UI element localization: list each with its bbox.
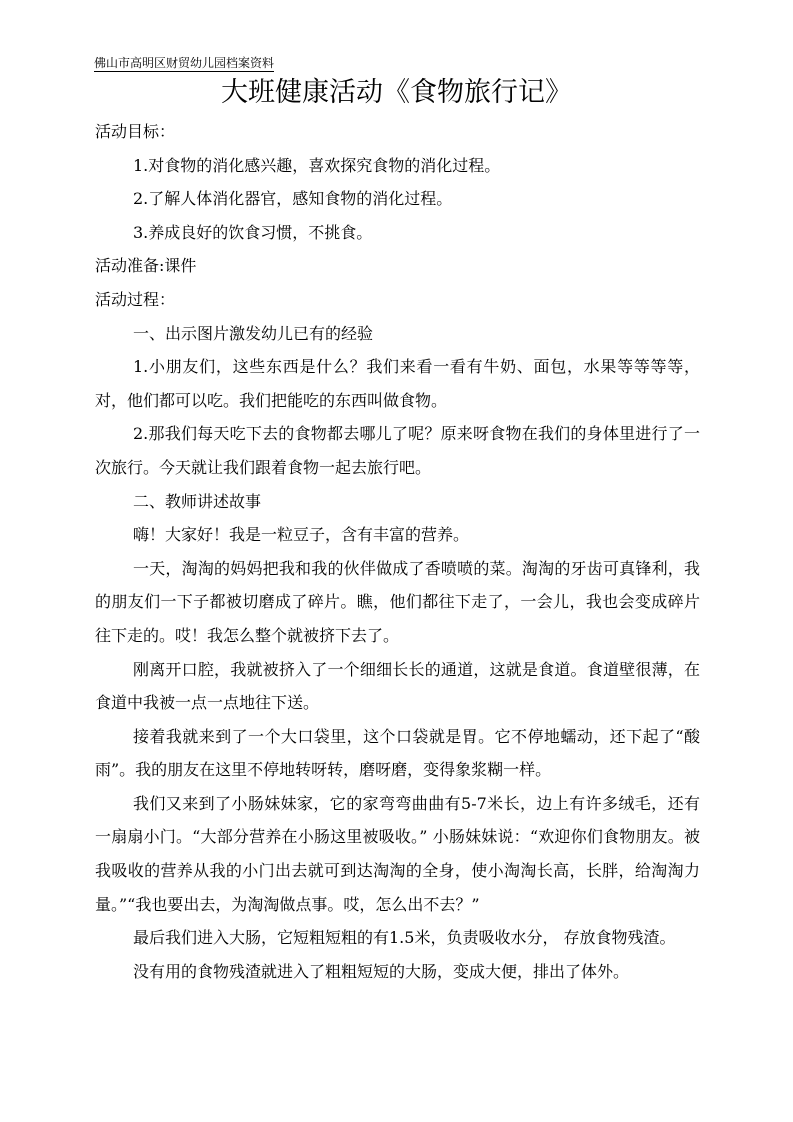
story-paragraph: 一天，淘淘的妈妈把我和我的伙伴做成了香喷喷的菜。淘淘的牙齿可真锋利，我的朋友们一下子都被切磨成了碎片。瞧，他们都往下走了，一会儿，我也会变成碎片往下走的。哎！我怎么整个就被挤下去了。 xyxy=(95,558,700,645)
story-paragraph: 没有用的食物残渣就进入了粗粗短短的大肠，变成大便，排出了体外。 xyxy=(133,961,630,981)
document-title: 大班健康活动《食物旅行记》 xyxy=(221,77,572,108)
process-heading: 活动过程： xyxy=(95,289,176,309)
part1-item: 2.那我们每天吃下去的食物都去哪儿了呢？原来呀食物在我们的身体里进行了一次旅行。今天就让我们跟着食物一起去旅行吧。 xyxy=(95,424,700,477)
document-body xyxy=(95,115,700,988)
story-paragraph: 嗨！大家好！我是一粒豆子，含有丰富的营养。 xyxy=(133,525,470,545)
goal-item: 1.对食物的消化感兴趣，喜欢探究食物的消化过程。 xyxy=(133,155,501,175)
header-note: 佛山市高明区财贸幼儿园档案资料 xyxy=(94,56,275,70)
part1-heading: 一、出示图片激发幼儿已有的经验 xyxy=(133,323,374,343)
story-paragraph: 接着我就来到了一个大口袋里，这个口袋就是胃。它不停地蠕动，还下起了“酸雨”。我的朋友在这里不停地转呀转，磨呀磨，变得象浆糊一样。 xyxy=(95,726,700,780)
goal-item: 3.养成良好的饮食习惯，不挑食。 xyxy=(133,222,373,242)
goal-item: 2.了解人体消化器官，感知食物的消化过程。 xyxy=(133,189,453,209)
preparation-line: 活动准备:课件 xyxy=(95,256,197,276)
part1-item: 1.小朋友们，这些东西是什么？我们来看一看有牛奶、面包，水果等等等等，对，他们都可以吃。我们把能吃的东西叫做食物。 xyxy=(95,357,700,410)
story-paragraph: 最后我们进入大肠，它短粗短粗的有1.5米，负责吸收水分， 存放食物残渣。 xyxy=(133,928,676,948)
story-paragraph: 刚离开口腔，我就被挤入了一个细细长长的通道，这就是食道。食道壁很薄，在食道中我被一点一点地往下送。 xyxy=(95,659,700,713)
goals-heading: 活动目标： xyxy=(95,122,176,141)
part2-heading: 二、教师讲述故事 xyxy=(133,491,262,511)
story-paragraph: 我们又来到了小肠妹妹家，它的家弯弯曲曲有5-7米长，边上有许多绒毛，还有一扇扇小门。“大部分营养在小肠这里被吸收。” 小肠妹妹说：“欢迎你们食物朋友。被我吸收的营养从我的小门出去就可到达淘淘的全身，使小淘淘长高，长胖，给淘淘力量。”“我也要出去，为淘淘做点事。哎，怎么出不去？” xyxy=(95,793,700,914)
